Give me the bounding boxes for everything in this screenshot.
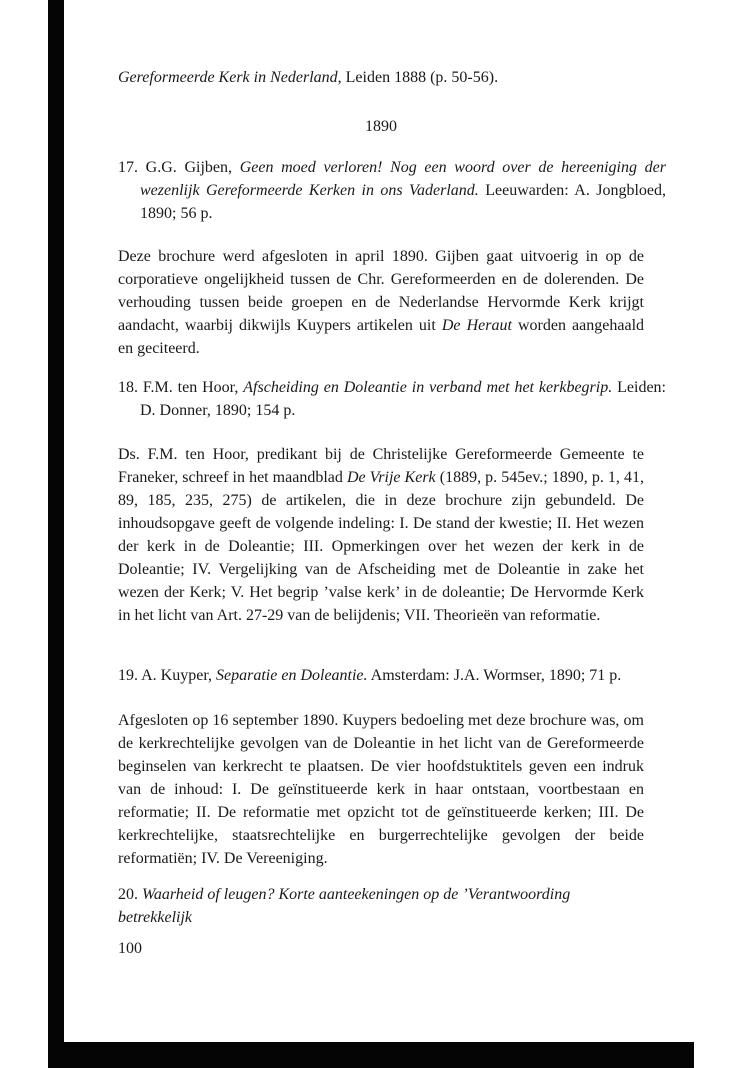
- annotation-17: Deze brochure werd afgesloten in april 1890. Gijben gaat uitvoerig in op de corporatieve ongelijkheid tussen de Chr. Gereformeerden en de dolerenden. De verhouding tussen beide groepen en de Nederlandse Hervormde Kerk krijgt aandacht, waarbij dikwijls Kuypers artikelen uit De Heraut worden aangehaald en geciteerd.: [118, 248, 645, 357]
- continued-citation: Gereformeerde Kerk in Nederland, Leiden 1888 (p. 50-56).: [118, 69, 499, 86]
- entry-18: 18. F.M. ten Hoor, Afscheiding en Doleantie in verband met het kerkbegrip. Leiden: D. Donner, 1890; 154 p.: [118, 379, 666, 419]
- page-number: 100: [118, 940, 142, 957]
- annotation-18: Ds. F.M. ten Hoor, predikant bij de Christelijke Gereformeerde Gemeente te Franeker, schreef in het maandblad De Vrije Kerk (1889, p. 545ev.; 1890, p. 1, 41, 89, 185, 235, 275) de artikelen, die in deze brochure zijn gebundeld. De inhoudsopgave geeft de volgende indeling: I. De stand der kwestie; II. Het wezen der kerk in de Doleantie; III. Opmerkingen over het wezen der kerk in de Doleantie; IV. Vergelijking van de Afscheiding met de Doleantie in zake het wezen der Kerk; V. Het begrip ’valse kerk’ in de doleantie; De Hervormde Kerk in het licht van Art. 27-29 van de belijdenis; VII. Theorieën van reformatie.: [118, 446, 645, 624]
- annotation-19: Afgesloten op 16 september 1890. Kuypers bedoeling met deze brochure was, om de kerkrechtelijke gevolgen van de Doleantie in het licht van de Gereformeerde beginselen van kerkrecht te plaatsen. De vier hoofdstuktitels geven een indruk van de inhoud: I. De geïnstitueerde kerk in haar ontstaan, voortbestaan en reformatie; II. De reformatie met opzicht tot de geïnstitueerde kerken; III. De kerkrechtelijke, staatsrechtelijke en burgerrechtelijke gevolgen der beide reformatiën; IV. De Vereeniging.: [118, 712, 644, 867]
- scan-border-left: [48, 0, 64, 1068]
- entry-20: 20. Waarheid of leugen? Korte aanteekeningen op de ’Verantwoording betrekkelijk: [118, 886, 571, 926]
- entry-19: 19. A. Kuyper, Separatie en Doleantie. Amsterdam: J.A. Wormser, 1890; 71 p.: [118, 667, 622, 684]
- scan-border-bottom: [48, 1042, 694, 1068]
- entry-17: 17. G.G. Gijben, Geen moed verloren! Nog een woord over de hereeniging der wezenlijk Gereformeerde Kerken in ons Vaderland. Leeuwarden: A. Jongbloed, 1890; 56 p.: [118, 159, 667, 222]
- year-heading: 1890: [365, 118, 397, 135]
